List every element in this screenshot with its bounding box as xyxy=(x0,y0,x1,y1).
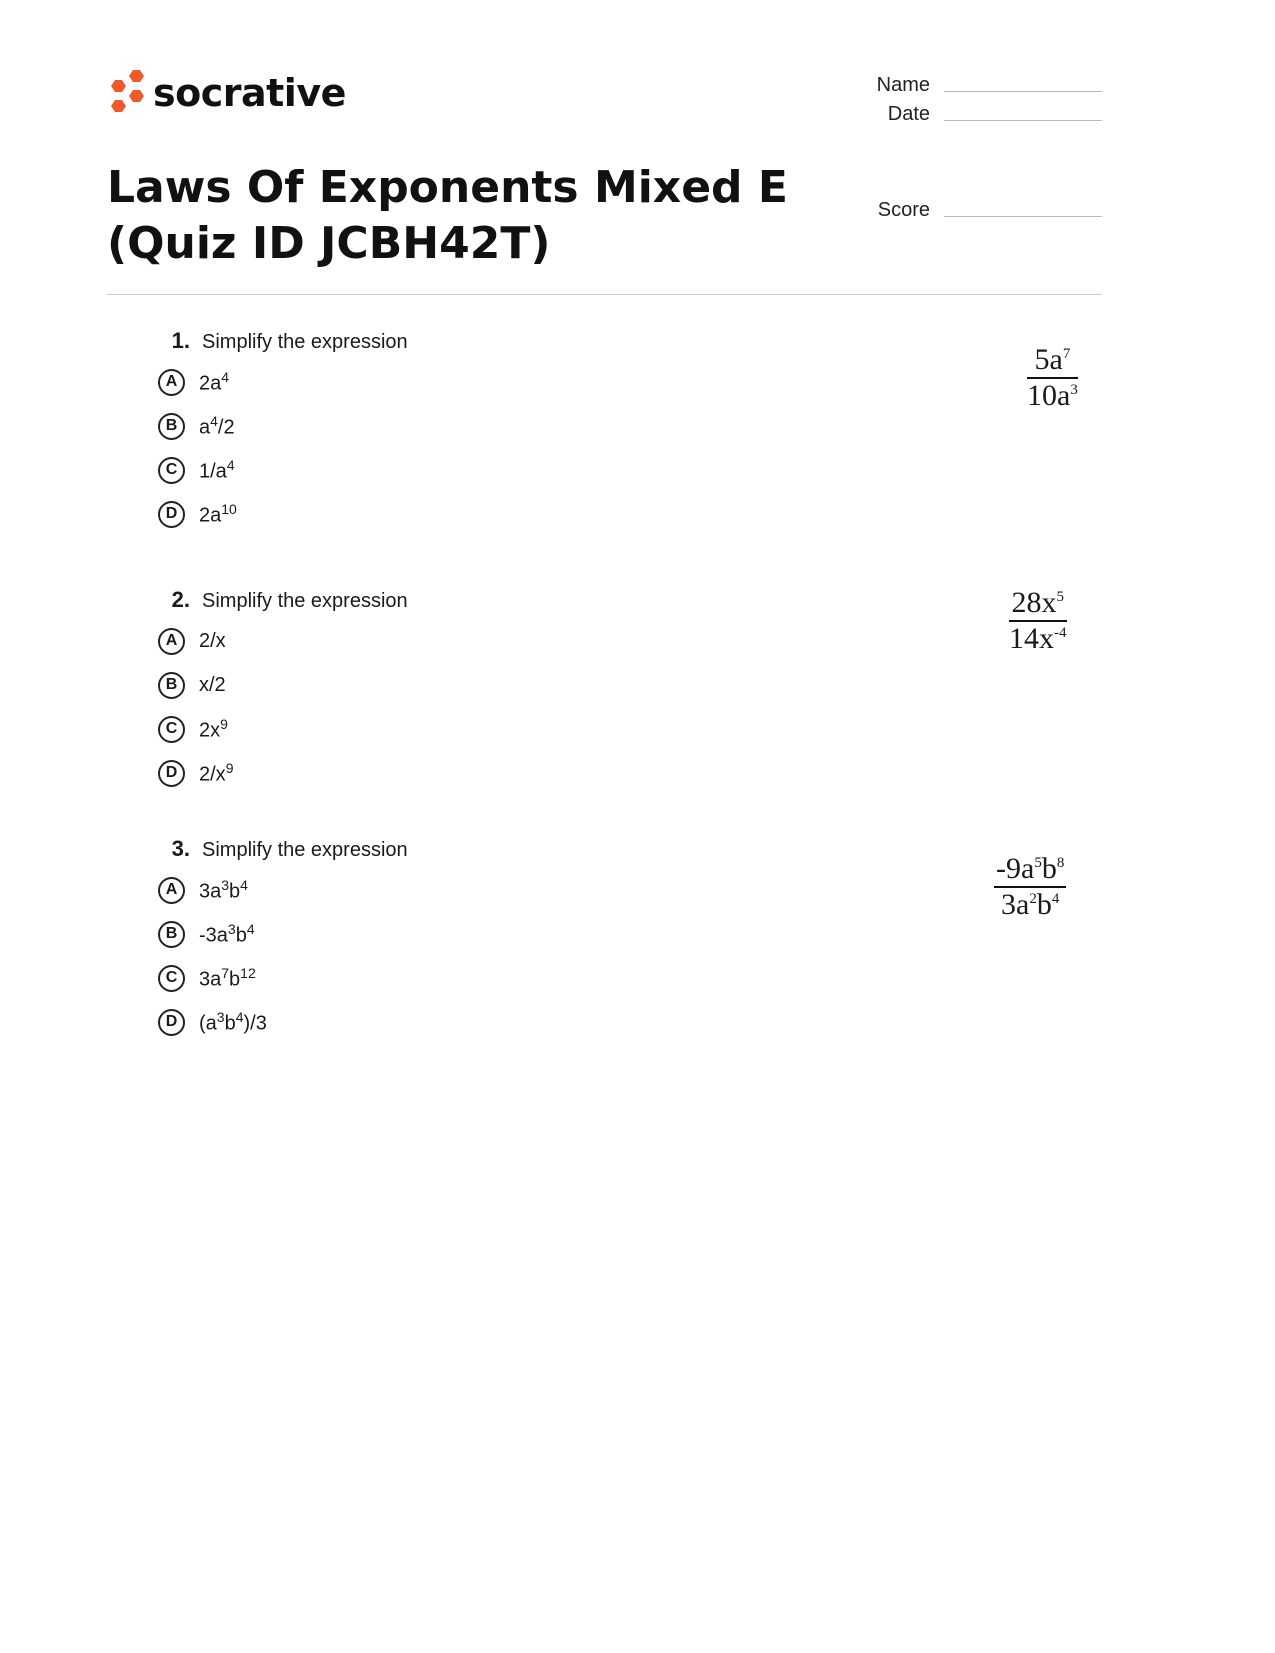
option-bubble[interactable]: C xyxy=(158,457,185,484)
answer-option[interactable] xyxy=(158,962,1088,994)
option-text xyxy=(199,965,256,992)
text-part: a xyxy=(199,416,211,439)
text-part: b xyxy=(224,1012,236,1035)
option-bubble[interactable]: C xyxy=(158,716,185,743)
text-part: )/3 xyxy=(243,1012,267,1035)
option-text xyxy=(199,369,229,396)
option-bubble[interactable]: A xyxy=(158,628,185,655)
answer-option[interactable] xyxy=(158,1006,1088,1038)
superscript: 4 xyxy=(246,920,255,937)
question-prompt: Simplify the expression xyxy=(202,590,408,612)
text-part: 2a xyxy=(199,372,222,395)
date-field[interactable] xyxy=(888,103,1102,126)
name-field[interactable] xyxy=(877,74,1102,97)
text-part: 3a xyxy=(199,968,222,991)
answer-option[interactable] xyxy=(158,918,1088,950)
denominator xyxy=(994,888,1066,922)
option-text xyxy=(199,716,228,743)
text-part: -3a xyxy=(199,924,228,947)
option-text xyxy=(199,501,237,528)
question-number: 1. xyxy=(171,328,190,353)
answer-option[interactable] xyxy=(158,498,1088,530)
superscript: 4 xyxy=(221,368,230,385)
text-part: 28x xyxy=(1011,586,1057,619)
text-part: -9a xyxy=(996,852,1035,885)
denominator xyxy=(1027,379,1078,413)
option-text xyxy=(199,413,235,440)
name-line[interactable] xyxy=(944,90,1102,92)
date-label: Date xyxy=(887,103,930,125)
superscript: 4 xyxy=(226,456,235,473)
superscript: 8 xyxy=(1056,855,1065,871)
answer-option[interactable] xyxy=(158,669,1088,701)
option-text xyxy=(199,630,226,653)
page-title xyxy=(107,160,807,272)
option-bubble[interactable]: D xyxy=(158,760,185,787)
superscript: 9 xyxy=(220,715,228,732)
option-text xyxy=(199,760,233,787)
numerator xyxy=(1009,586,1067,622)
option-bubble[interactable]: B xyxy=(158,672,185,699)
superscript: 4 xyxy=(210,412,218,429)
text-part: b xyxy=(1036,888,1052,921)
brand-name: socrative xyxy=(153,71,346,115)
question-1 xyxy=(158,328,1088,530)
hexagon-logo-icon xyxy=(107,68,145,118)
title-line-2: (Quiz ID JCBH42T) xyxy=(107,218,551,269)
text-part: 3a xyxy=(199,880,222,903)
superscript: 5 xyxy=(1034,855,1042,871)
text-part: 2/x xyxy=(199,763,226,786)
expression-image xyxy=(1027,343,1078,413)
superscript: 2 xyxy=(1029,891,1037,907)
text-part: 14x xyxy=(1009,622,1054,655)
title-line-1: Laws Of Exponents Mixed E xyxy=(107,162,788,213)
superscript: 10 xyxy=(221,500,237,517)
option-bubble[interactable]: B xyxy=(158,413,185,440)
text-part: b xyxy=(229,880,241,903)
answer-option[interactable] xyxy=(158,713,1088,745)
score-field[interactable] xyxy=(878,199,1102,222)
score-line[interactable] xyxy=(944,215,1102,217)
text-part: 2x xyxy=(199,719,221,742)
date-line[interactable] xyxy=(944,119,1102,121)
divider xyxy=(107,294,1102,295)
score-label: Score xyxy=(877,199,930,221)
text-part: b xyxy=(1041,852,1057,885)
socrative-logo xyxy=(107,68,346,118)
question-number: 3. xyxy=(171,836,190,861)
option-bubble[interactable]: D xyxy=(158,501,185,528)
superscript: 3 xyxy=(216,1008,225,1025)
answer-option[interactable] xyxy=(158,757,1088,789)
numerator xyxy=(1027,343,1078,379)
text-part: b xyxy=(235,924,247,947)
option-bubble[interactable]: B xyxy=(158,921,185,948)
option-text xyxy=(199,1009,267,1036)
superscript: 4 xyxy=(240,876,248,893)
superscript: -4 xyxy=(1054,625,1067,641)
superscript: 9 xyxy=(225,759,234,776)
superscript: 4 xyxy=(1051,891,1060,907)
superscript: 4 xyxy=(235,1008,244,1025)
superscript: 12 xyxy=(240,964,256,981)
expression-image xyxy=(994,852,1066,922)
answer-option[interactable] xyxy=(158,454,1088,486)
option-text xyxy=(199,674,226,697)
answer-option[interactable] xyxy=(158,366,1088,398)
superscript: 3 xyxy=(221,876,230,893)
option-text xyxy=(199,457,235,484)
text-part: 3a xyxy=(1000,888,1030,921)
answer-option[interactable] xyxy=(158,410,1088,442)
superscript: 3 xyxy=(1070,382,1078,398)
question-2 xyxy=(158,587,1088,789)
option-text xyxy=(199,921,255,948)
option-text xyxy=(199,877,248,904)
text-part: 2/x xyxy=(199,629,226,652)
text-part: /2 xyxy=(217,416,235,439)
expression-image xyxy=(1009,586,1067,656)
text-part: 1/a xyxy=(199,460,227,483)
numerator xyxy=(994,852,1066,888)
text-part: x/2 xyxy=(199,673,226,696)
text-part: (a xyxy=(199,1012,217,1035)
question-3 xyxy=(158,836,1088,1038)
question-prompt: Simplify the expression xyxy=(202,331,408,353)
answer-option[interactable] xyxy=(158,874,1088,906)
answer-option[interactable] xyxy=(158,625,1088,657)
question-prompt: Simplify the expression xyxy=(202,839,408,861)
option-bubble[interactable]: A xyxy=(158,877,185,904)
denominator xyxy=(1009,622,1067,656)
text-part: 5a xyxy=(1034,343,1063,376)
superscript: 5 xyxy=(1056,589,1064,605)
option-bubble[interactable]: D xyxy=(158,1009,185,1036)
option-bubble[interactable]: C xyxy=(158,965,185,992)
text-part: 2a xyxy=(199,504,222,527)
superscript: 3 xyxy=(227,920,236,937)
name-label: Name xyxy=(876,74,930,96)
superscript: 7 xyxy=(221,964,230,981)
text-part: 10a xyxy=(1027,379,1071,412)
text-part: b xyxy=(229,968,241,991)
superscript: 7 xyxy=(1062,346,1071,362)
question-number: 2. xyxy=(171,587,190,612)
option-bubble[interactable]: A xyxy=(158,369,185,396)
